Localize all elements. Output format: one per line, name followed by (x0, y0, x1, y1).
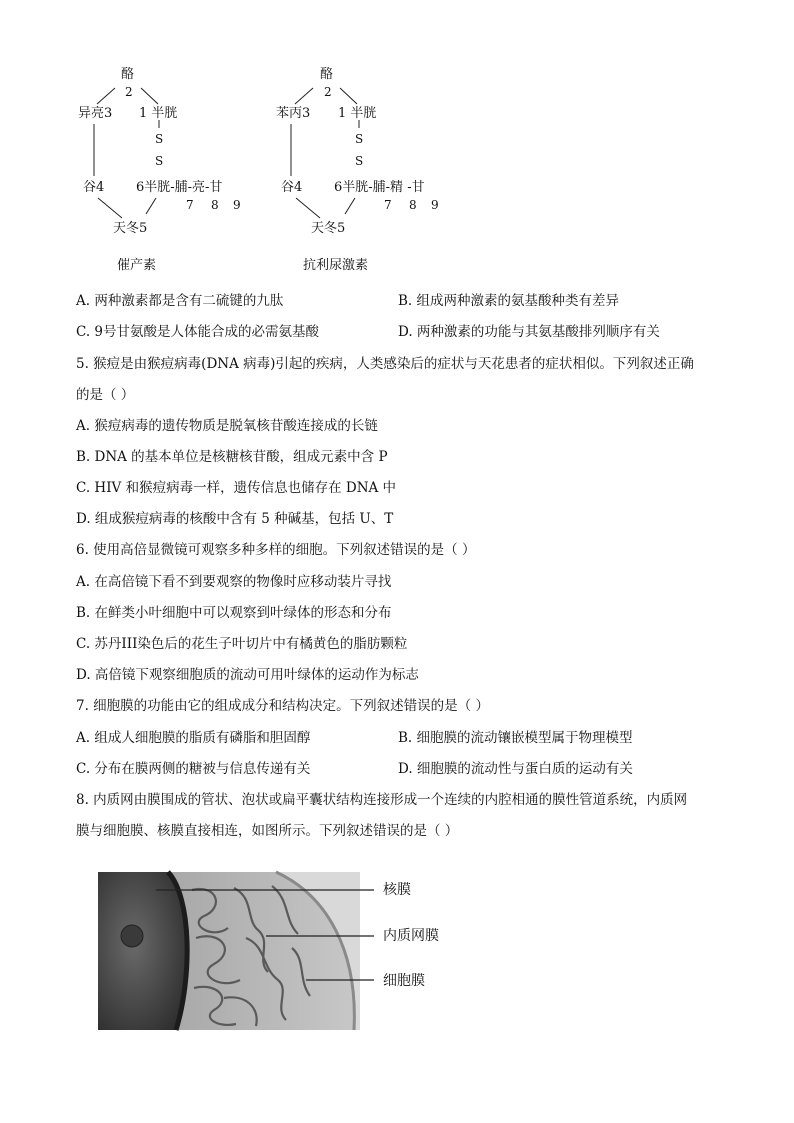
option-a: A. 猴痘病毒的遗传物质是脱氧核苷酸连接成的长链 (76, 418, 378, 434)
residue-asp: 天冬5 (113, 221, 148, 236)
residue-cys1: 1 半胱 (338, 106, 377, 121)
residue-number: 2 (125, 85, 133, 99)
option-c: C. 9号甘氨酸是人体能合成的必需氨基酸 (76, 324, 320, 340)
diagram-caption: 抗利尿激素 (303, 258, 369, 273)
question-stem: 8. 内质网由膜围成的管状、泡状或扁平囊状结构连接形成一个连续的内腔相通的膜性管道系统，内质网 (76, 792, 688, 808)
sulfur-atom: S (155, 132, 164, 146)
option-d: D. 高倍镜下观察细胞质的流动可用叶绿体的运动作为标志 (76, 667, 419, 683)
sulfur-atom: S (355, 132, 364, 146)
option-b: B. 组成两种激素的氨基酸种类有差异 (398, 293, 620, 309)
option-a: A. 两种激素都是含有二硫键的九肽 (76, 293, 284, 309)
option-a: A. 在高倍镜下看不到要观察的物像时应移动装片寻找 (76, 574, 392, 590)
bond-line (295, 88, 313, 104)
bond-line (345, 198, 355, 214)
nucleus (98, 872, 187, 1030)
residue-number: 9 (233, 198, 241, 212)
bond-line (98, 198, 122, 218)
residue-number: 7 (186, 198, 194, 212)
option-a: A. 组成人细胞膜的脂质有磷脂和胆固醇 (76, 730, 311, 746)
residue-phe: 苯丙3 (276, 106, 311, 121)
residue-ile: 异亮3 (78, 106, 113, 121)
option-b: B. 在鲜类小叶细胞中可以观察到叶绿体的形态和分布 (76, 605, 392, 621)
residue-number: 7 (384, 198, 392, 212)
residue-tyr: 酪 (121, 67, 135, 82)
question-stem: 5. 猴痘是由猴痘病毒(DNA 病毒)引起的疾病，人类感染后的症状与天花患者的症状相似。下列叙述正确 (76, 356, 694, 372)
option-c: C. HIV 和猴痘病毒一样，遗传信息也储存在 DNA 中 (76, 480, 397, 496)
question-stem: 膜与细胞膜、核膜直接相连，如图所示。下列叙述错误的是（ ） (76, 823, 459, 839)
residue-number: 8 (409, 198, 417, 212)
option-d: D. 两种激素的功能与其氨基酸排列顺序有关 (398, 324, 660, 340)
residue-number: 8 (211, 198, 219, 212)
label-nuclear-membrane: 核膜 (383, 882, 411, 898)
option-d: D. 组成猴痘病毒的核酸中含有 5 种碱基，包括 U、T (76, 511, 394, 527)
nucleolus (121, 925, 143, 947)
question-stem: 6. 使用高倍显微镜可观察多种多样的细胞。下列叙述错误的是（ ） (76, 542, 476, 558)
bond-line (340, 88, 357, 104)
residue-chain: 6半胱-脯-亮-甘 (136, 180, 223, 195)
option-c: C. 苏丹III染色后的花生子叶切片中有橘黄色的脂肪颗粒 (76, 636, 408, 652)
option-c: C. 分布在膜两侧的糖被与信息传递有关 (76, 761, 311, 777)
bond-line (146, 198, 156, 214)
sulfur-atom: S (155, 154, 164, 168)
option-d: D. 细胞膜的流动性与蛋白质的运动有关 (398, 761, 633, 777)
residue-glu: 谷4 (83, 180, 105, 195)
bond-line (141, 88, 158, 104)
label-cell-membrane: 细胞膜 (383, 973, 425, 989)
residue-tyr: 酪 (320, 67, 334, 82)
sulfur-atom: S (355, 154, 364, 168)
residue-chain: 6半胱-脯-精 -甘 (334, 180, 425, 195)
label-er-membrane: 内质网膜 (383, 928, 439, 944)
residue-number: 2 (324, 85, 332, 99)
residue-glu: 谷4 (281, 180, 303, 195)
diagram-caption: 催产素 (117, 258, 157, 273)
question-stem: 的是（ ） (76, 387, 135, 403)
question-stem: 7. 细胞膜的功能由它的组成成分和结构决定。下列叙述错误的是（ ） (76, 698, 489, 714)
bond-line (296, 198, 320, 218)
residue-cys1: 1 半胱 (139, 106, 178, 121)
residue-number: 9 (431, 198, 439, 212)
option-b: B. DNA 的基本单位是核糖核苷酸，组成元素中含 P (76, 449, 388, 465)
residue-asp: 天冬5 (311, 221, 346, 236)
option-b: B. 细胞膜的流动镶嵌模型属于物理模型 (398, 730, 633, 746)
bond-line (97, 88, 115, 104)
